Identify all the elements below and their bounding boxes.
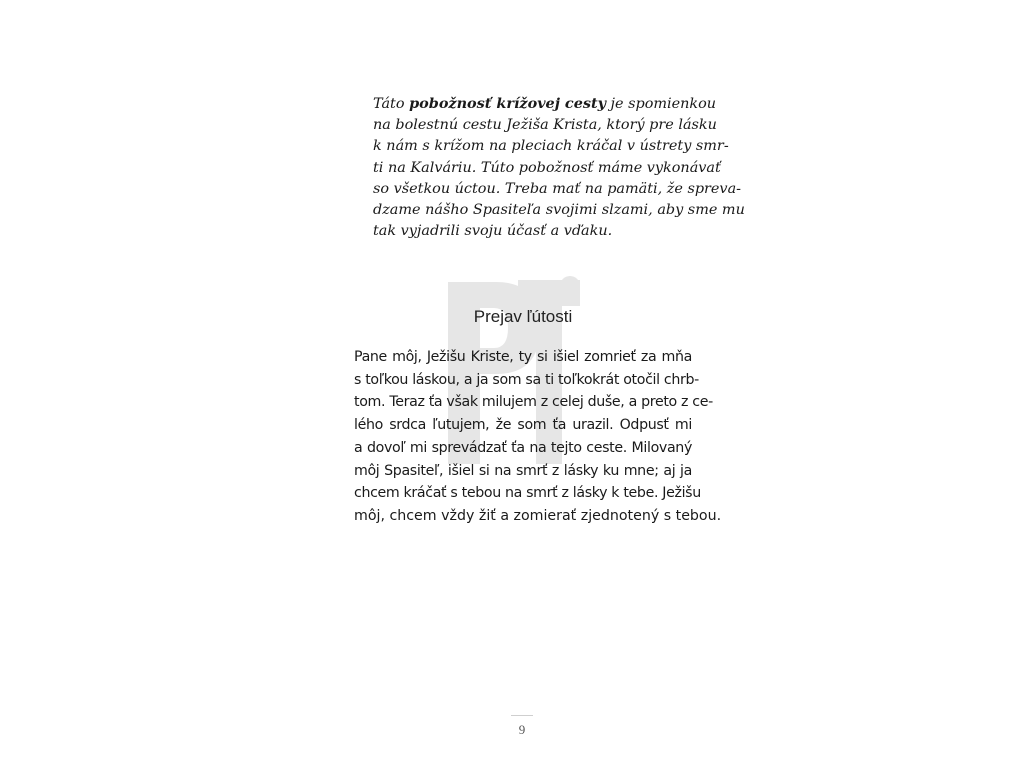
intro-line: so všetkou úctou. Treba mať na pamäti, že spreva- [373, 180, 742, 197]
prayer-line: tom. Teraz ťa však milujem z celej duše, a preto z ce- [354, 394, 713, 411]
prayer-line: s toľkou láskou, a ja som sa ti toľkokrát otočil chrb- [354, 371, 699, 388]
page-number-rule [511, 715, 533, 716]
section-heading: Prejav ľútosti [473, 307, 573, 326]
intro-line: tak vyjadrili svoju účasť a vďaku. [373, 223, 613, 240]
prayer-line: a dovoľ mi sprevádzať ťa na tejto ceste. Milovaný [354, 439, 692, 456]
prayer-line: môj Spasiteľ, išiel si na smrť z lásky ku mne; aj ja [354, 462, 692, 479]
intro-line: dzame nášho Spasiteľa svojimi slzami, aby sme mu [373, 202, 745, 219]
page-number: 9 [518, 722, 526, 737]
intro-line: k nám s krížom na pleciach kráčal v ústrety smr- [373, 138, 729, 155]
prayer-line: lého srdca ľutujem, že som ťa urazil. Odpusť mi [354, 417, 692, 434]
intro-line: ti na Kalváriu. Túto pobožnosť máme vykonávať [373, 159, 721, 176]
intro-line: na bolestnú cestu Ježiša Krista, ktorý pre lásku [373, 117, 717, 134]
intro-paragraph [373, 93, 745, 242]
intro-emphasis: pobožnosť krížovej cesty [409, 95, 606, 112]
prayer-paragraph [354, 346, 722, 528]
prayer-line: môj, chcem vždy žiť a zomierať zjednotený s tebou. [354, 507, 722, 524]
prayer-line: Pane môj, Ježišu Kriste, ty si išiel zomrieť za mňa [354, 349, 692, 365]
intro-line: Táto pobožnosť krížovej cesty je spomienkou [373, 95, 717, 112]
prayer-line: chcem kráčať s tebou na smrť z lásky k tebe. Ježišu [354, 485, 701, 502]
